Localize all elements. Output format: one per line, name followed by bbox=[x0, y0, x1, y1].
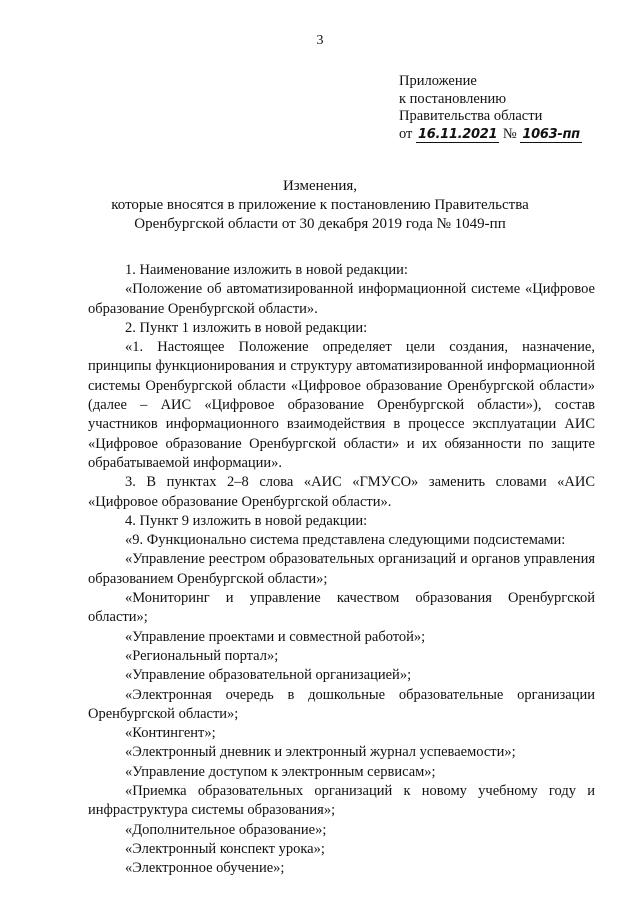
paragraph: «Управление образовательной организацией»; bbox=[125, 667, 412, 684]
paragraph: «Мониторинг и управление качеством образования Оренбургской области»; bbox=[88, 590, 595, 626]
paragraph: «Электронный конспект урока»; bbox=[125, 840, 325, 857]
appendix-line-3: Правительства области bbox=[399, 108, 543, 124]
paragraph: 2. Пункт 1 изложить в новой редакции: bbox=[125, 319, 368, 336]
appendix-header bbox=[399, 73, 582, 143]
from-label: от bbox=[399, 125, 413, 142]
title-line-2: которые вносятся в приложение к постановлению Правительства bbox=[111, 197, 529, 213]
paragraph: «Управление доступом к электронным сервисам»; bbox=[125, 763, 436, 780]
paragraph: «Электронный дневник и электронный журнал успеваемости»; bbox=[125, 744, 516, 761]
document-body bbox=[88, 261, 595, 879]
paragraph: «Электронное обучение»; bbox=[125, 860, 285, 877]
paragraph: «9. Функционально система представлена следующими подсистемами: bbox=[125, 532, 566, 549]
handwritten-number: 1063-пп bbox=[522, 126, 580, 142]
number-label: № bbox=[502, 125, 517, 142]
paragraph: 3. В пунктах 2–8 слова «АИС «ГМУСО» заменить словами «АИС «Цифровое образование Оренбургской области». bbox=[88, 474, 595, 510]
paragraph: 4. Пункт 9 изложить в новой редакции: bbox=[125, 512, 368, 529]
appendix-line-1: Приложение bbox=[399, 73, 477, 89]
paragraph: «Контингент»; bbox=[125, 725, 216, 742]
page-number: 3 bbox=[316, 33, 324, 48]
paragraph: 1. Наименование изложить в новой редакции: bbox=[125, 262, 408, 278]
paragraph: «Дополнительное образование»; bbox=[125, 821, 327, 838]
title-line-1: Изменения, bbox=[282, 178, 358, 194]
handwritten-date: 16.11.2021 bbox=[418, 126, 498, 142]
appendix-line-2: к постановлению bbox=[399, 90, 507, 107]
paragraph: «Управление реестром образовательных организаций и органов управления образованием Оренбургской области»; bbox=[88, 551, 595, 587]
paragraph: «1. Настоящее Положение определяет цели создания, назначение, принципы функционирования и структуру автоматизированной информационной системы Оренбургской области «Цифровое образование Оренбургской области» (далее – АИС «Цифровое образование Оренбургской области»), состав участников информационного взаимодействия в процессе эксплуатации АИС «Цифровое образование Оренбургской области» и их обязанности по защите обрабатываемой информации». bbox=[88, 339, 595, 471]
paragraph: «Управление проектами и совместной работой»; bbox=[125, 628, 426, 645]
paragraph: «Положение об автоматизированной информационной системе «Цифровое образование Оренбургской области». bbox=[88, 281, 595, 317]
appendix-date-line bbox=[399, 126, 582, 144]
document-title bbox=[60, 177, 580, 234]
paragraph: «Электронная очередь в дошкольные образовательные организации Оренбургской области»; bbox=[88, 686, 595, 722]
paragraph: «Приемка образовательных организаций к новому учебному году и инфраструктура системы образования»; bbox=[88, 783, 595, 819]
paragraph: «Региональный портал»; bbox=[125, 647, 279, 664]
title-line-3: Оренбургской области от 30 декабря 2019 года № 1049-пп bbox=[134, 216, 506, 232]
